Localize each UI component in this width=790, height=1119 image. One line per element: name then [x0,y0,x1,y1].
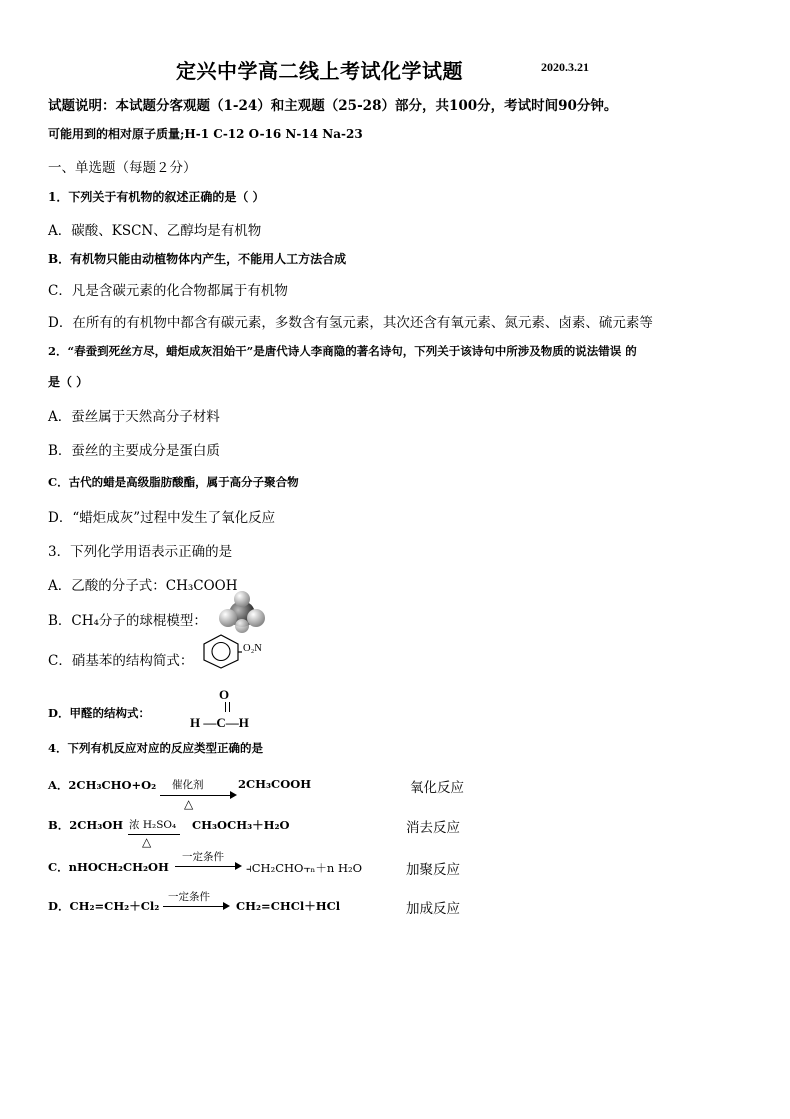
benzene-ring-icon [200,633,242,669]
question-3-stem: 3．下列化学用语表示正确的是 [48,544,233,560]
exam-date: 2020.3.21 [541,60,589,74]
page-title: 定兴中学高二线上考试化学试题 [176,59,463,83]
nitro-group-label: O₂N [243,643,262,654]
q4-row-a-type: 氧化反应 [410,780,464,796]
question-3-option-d: D．甲醛的结构式： [48,706,150,720]
question-2-option-a: A．蚕丝属于天然高分子材料 [48,409,220,425]
q4-row-b-arrow [128,834,180,835]
q4-row-b-condition: 浓 H₂SO₄ [129,819,177,831]
question-2-stem-line2: 是（ ） [48,375,89,389]
q4-row-c-reactants: C．nHOCH₂CH₂OH [48,860,169,874]
q4-row-c-type: 加聚反应 [406,862,460,878]
q4-row-c-products: ⫞CH₂CHO⫟ₙ＋n H₂O [246,861,363,875]
q4-row-a-arrow [160,795,230,796]
hydrogen-atom [219,609,237,627]
arrow-head-icon [230,791,237,799]
question-1-stem: 1．下列关于有机物的叙述正确的是（ ） [48,190,265,204]
question-1-option-d: D．在所有的有机物中都含有碳元素，多数含有氢元素，其次还含有氧元素、氮元素、卤素、硫元素等 [48,315,653,331]
question-1-option-b: B．有机物只能由动植物体内产生，不能用人工方法合成 [48,252,347,266]
question-2-stem-line1: 2．“春蚕到死丝方尽，蜡炬成灰泪始干”是唐代诗人李商隐的著名诗句，下列关于该诗句中所涉及物质的说法错误 的 [48,344,637,358]
methane-model-image [218,590,266,634]
atomic-masses: 可能用到的相对原子质量;H-1 C-12 O-16 N-14 Na-23 [48,127,363,141]
q4-row-a-heat: △ [184,797,194,811]
q4-row-a-reactants: A．2CH₃CHO+O₂ [48,778,157,792]
question-3-option-a [48,574,238,594]
option-a-label: A．乙酸的分子式： [48,578,166,594]
arrow-head-icon [223,902,230,910]
q4-row-c-arrow [175,866,235,867]
question-2-option-b: B．蚕丝的主要成分是蛋白质 [48,443,220,459]
q4-row-d-products: CH₂=CHCl＋HCl [236,899,341,913]
q4-row-b-products: CH₃OCH₃＋H₂O [192,818,290,832]
q4-row-d-arrow [163,906,223,907]
formaldehyde-backbone: H ―C―H [190,715,249,730]
question-3-option-c: C．硝基苯的结构简式： [48,653,194,669]
hydrogen-atom [247,609,265,627]
q4-row-c-condition: 一定条件 [182,851,224,863]
q4-row-a-products: 2CH₃COOH [238,777,312,791]
q4-row-b-type: 消去反应 [406,820,460,836]
question-1-option-a: A．碳酸、KSCN、乙醇均是有机物 [48,223,262,239]
question-1-option-c: C．凡是含碳元素的化合物都属于有机物 [48,283,288,299]
section-heading: 一、单选题（每题２分） [48,160,197,176]
double-bond-right [229,702,230,712]
question-2-option-c: C．古代的蜡是高级脂肪酸酯，属于高分子聚合物 [48,475,299,489]
hydrogen-atom [235,619,249,633]
formaldehyde-oxygen: O [219,687,230,702]
double-bond-left [225,702,226,712]
q4-row-a-condition: 催化剂 [172,779,204,791]
q4-row-b-reactants: B．2CH₃OH [48,818,124,832]
q4-row-d-reactants: D．CH₂=CH₂＋Cl₂ [48,899,160,913]
question-2-option-d: D．“蜡炬成灰”过程中发生了氧化反应 [48,510,276,526]
arrow-head-icon [235,862,242,870]
q4-row-d-condition: 一定条件 [168,891,210,903]
question-4-stem: 4．下列有机反应对应的反应类型正确的是 [48,741,263,755]
hydrogen-atom [234,591,250,607]
question-3-option-b: B．CH₄分子的球棍模型： [48,613,207,629]
acetic-acid-formula: CH₃COOH [165,578,238,594]
exam-instructions: 试题说明：本试题分客观题（1-24）和主观题（25-28）部分，共100分，考试时间90分钟。 [48,98,618,114]
q4-row-b-heat: △ [142,835,152,849]
q4-row-d-type: 加成反应 [406,901,460,917]
